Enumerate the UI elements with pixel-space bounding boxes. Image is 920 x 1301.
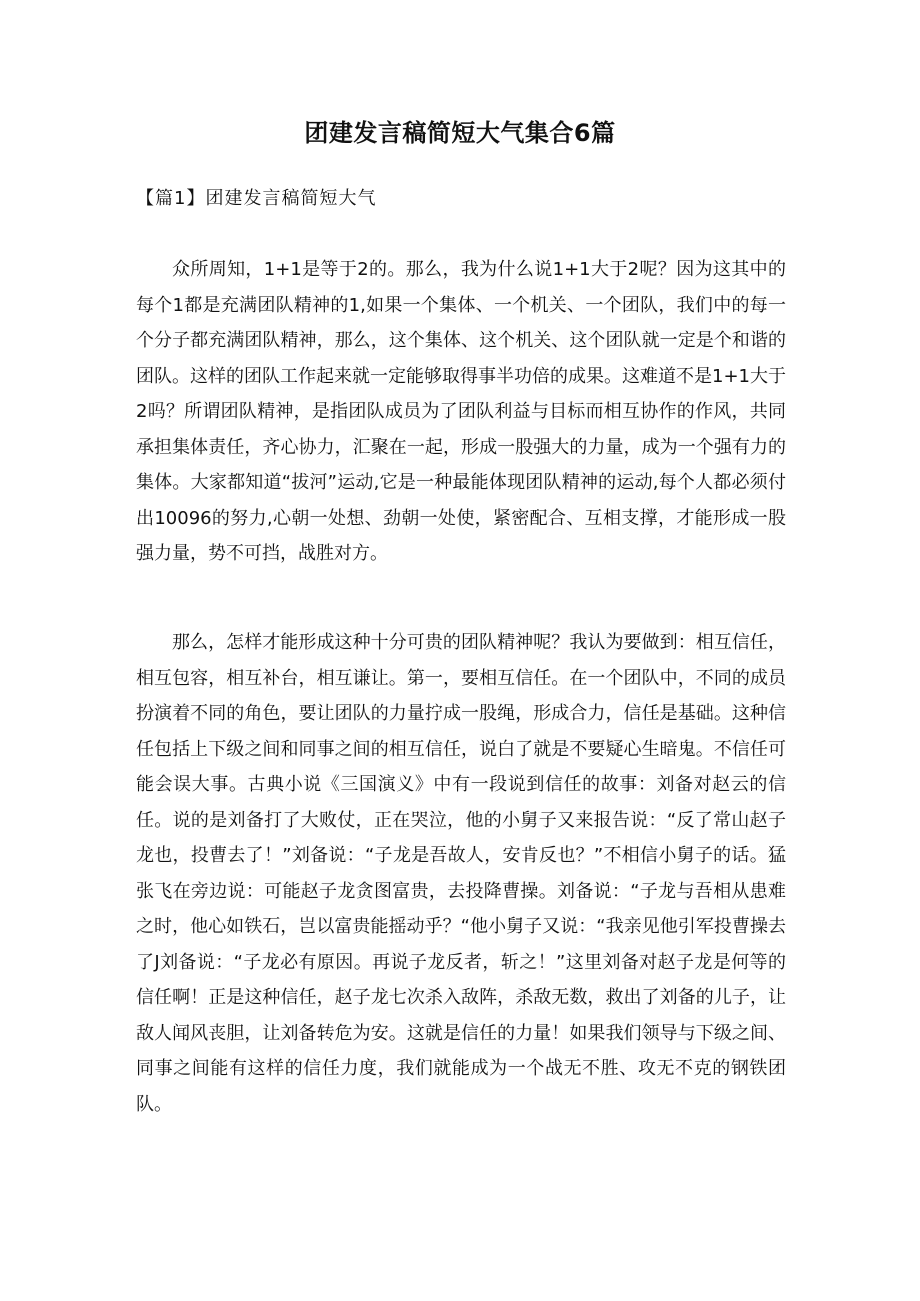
document-title: 团建发言稿简短大气集合6篇 [304, 119, 616, 147]
body-paragraph-2: 那么，怎样才能形成这种十分可贵的团队精神呢？我认为要做到：相互信任，相互包容，相互补台，相互谦让。第一，要相互信任。在一个团队中，不同的成员扮演着不同的角色，要让团队的力量拧成一股绳，形成合力，信任是基础。这种信任包括上下级之间和同事之间的相互信任，说白了就是不要疑心生暗鬼。不信任可能会误大事。古典小说《三国演义》中有一段说到信任的故事：刘备对赵云的信任。说的是刘备打了大败仗，正在哭泣，他的小舅子又来报告说：“反了常山赵子龙也，投曹去了！”刘备说：“子龙是吾故人，安肯反也？”不相信小舅子的话。猛张飞在旁边说：可能赵子龙贪图富贵，去投降曹操。刘备说：“子龙与吾相从患难之时，他心如铁石，岂以富贵能摇动乎？“他小舅子又说：“我亲见他引军投曹操去了J刘备说：“子龙必有原因。再说子龙反者，斩之！”这里刘备对赵子龙是何等的信任啊！正是这种信任，赵子龙七次杀入敌阵，杀敌无数，救出了刘备的儿子，让敌人闻风丧胆，让刘备转危为安。这就是信任的力量！如果我们领导与下级之间、同事之间能有这样的信任力度，我们就能成为一个战无不胜、攻无不克的钢铁团队。 [136, 632, 786, 1115]
section-heading: 【篇1】团建发言稿简短大气 [136, 188, 377, 209]
body-paragraph-1: 众所周知，1+1是等于2的。那么，我为什么说1+1大于2呢？因为这其中的每个1都是充满团队精神的1,如果一个集体、一个机关、一个团队，我们中的每一个分子都充满团队精神，那么，这个集体、这个机关、这个团队就一定是个和谐的团队。这样的团队工作起来就一定能够取得事半功倍的成果。这难道不是1+1大于2吗？所谓团队精神，是指团队成员为了团队利益与目标而相互协作的作风，共同承担集体责任，齐心协力，汇聚在一起，形成一股强大的力量，成为一个强有力的集体。大家都知道“拔河”运动,它是一种最能体现团队精神的运动,每个人都必须付出10096的努力,心朝一处想、劲朝一处使，紧密配合、互相支撑，才能形成一股强力量，势不可挡，战胜对方。 [136, 259, 786, 564]
